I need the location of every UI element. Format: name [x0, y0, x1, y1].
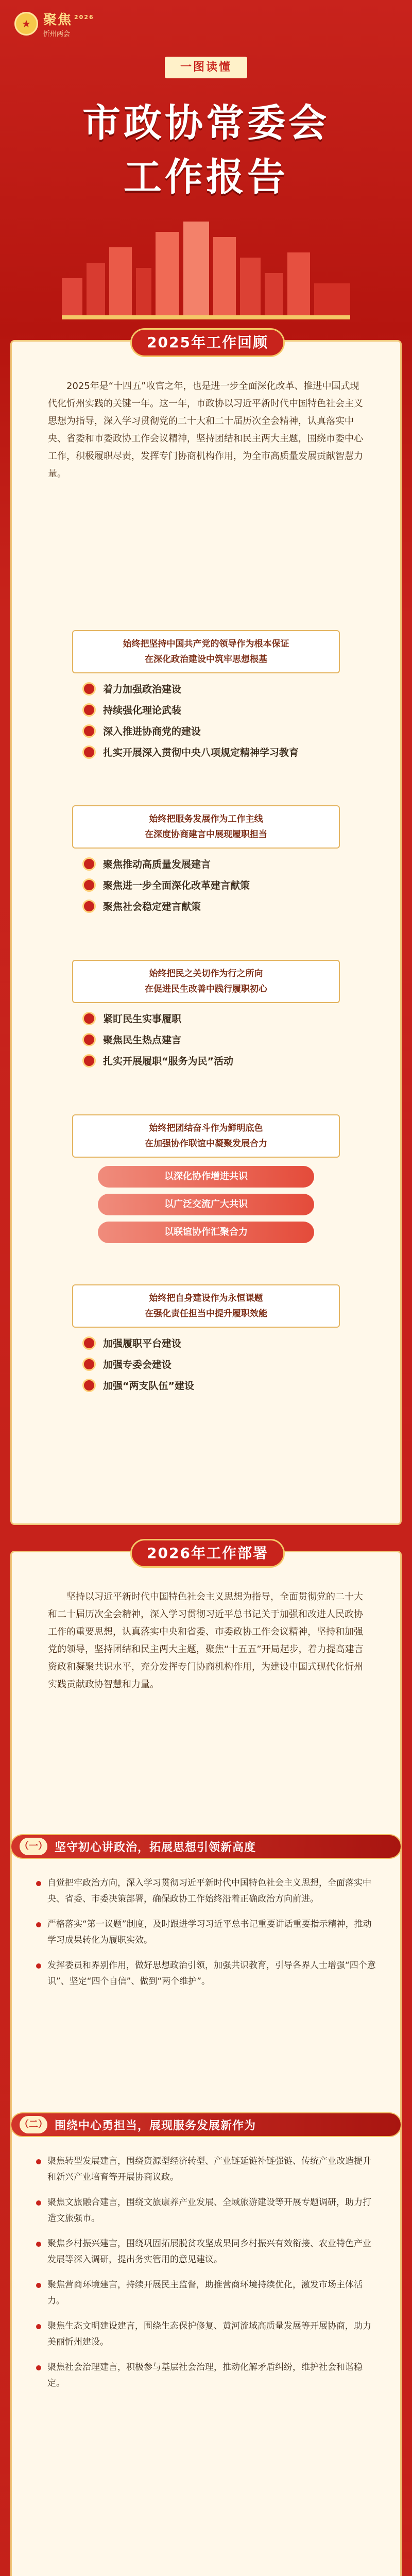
emblem-icon: ★ — [14, 12, 38, 36]
section-bar-2 — [10, 2112, 402, 2137]
section-label: 围绕中心勇担当，展现服务发展新作为 — [55, 2119, 256, 2132]
list-item — [82, 1032, 330, 1046]
item-text: 聚焦民生热点建言 — [103, 1035, 182, 1046]
list-item — [82, 682, 330, 696]
list-item — [82, 1054, 330, 1067]
highlight-pill: 以联谊协作汇聚合力 — [98, 1222, 314, 1243]
review-panel — [10, 334, 402, 1525]
bullet-icon — [82, 1033, 96, 1046]
section-paragraph: 聚焦转型发展建言，围绕资源型经济转型、产业链延链补链强链、传统产业改造提升和新兴产业培育等开展协商议政。 — [36, 2154, 376, 2185]
bullet-icon — [82, 1336, 96, 1350]
bullet-icon — [82, 1358, 96, 1371]
block-heading-text: 始终把自身建设作为永恒课题 在强化责任担当中提升履职效能 — [145, 1293, 267, 1319]
list-item — [82, 745, 330, 759]
block-heading-text: 始终把服务发展作为工作主线 在深度协商建言中展现履职担当 — [145, 814, 267, 840]
list-item — [82, 1011, 330, 1025]
section-paragraph: 自觉把牢政治方向，深入学习贯彻习近平新时代中国特色社会主义思想，全面落实中央、省委、市委决策部署，确保政协工作始终沿着正确政治方向前进。 — [36, 1875, 376, 1907]
block-heading — [72, 1284, 340, 1328]
read-tag: 一图读懂 — [165, 57, 247, 78]
review-block-3 — [12, 960, 400, 1075]
section-1-body — [36, 1875, 376, 1999]
highlight-pill: 以广泛交流广大共识 — [98, 1194, 314, 1215]
review-block-4 — [12, 1114, 400, 1249]
section-label: 坚守初心讲政治，拓展思想引领新高度 — [55, 1841, 256, 1854]
section-number: （二） — [20, 2116, 47, 2133]
section-paragraph: 聚焦社会治理建言，积极参与基层社会治理，推动化解矛盾纠纷，维护社会和谐稳定。 — [36, 2360, 376, 2392]
item-text: 扎实开展深入贯彻中央八项规定精神学习教育 — [103, 747, 299, 758]
bullet-icon — [82, 878, 96, 892]
block-heading-text: 始终把团结奋斗作为鲜明底色 在加强协作联谊中凝聚发展合力 — [145, 1123, 267, 1149]
block-heading — [72, 960, 340, 1003]
section-2-body — [36, 2154, 376, 2401]
block-heading-text: 始终把坚持中国共产党的领导作为根本保证 在深化政治建设中筑牢思想根基 — [123, 639, 289, 665]
bullet-icon — [82, 1054, 96, 1067]
brand-logo — [14, 9, 94, 38]
plan-intro: 坚持以习近平新时代中国特色社会主义思想为指导，全面贯彻党的二十大和二十届历次全会精神，深入学习贯彻习近平总书记关于加强和改进人民政协工作的重要思想，认真落实中央和省委、市委政协工作会议精神，坚持和加强党的领导，坚持团结和民主两大主题，聚焦“十五五”开局起步，着力提高建言资政和凝聚共识水平，充分发挥专门协商机构作用，为建设中国式现代化忻州实践贡献政协智慧和力量。 — [48, 1591, 364, 1690]
page-title-line1: 市政协常委会 — [82, 101, 330, 145]
logo-year: 2026 — [74, 14, 94, 21]
item-text: 加强专委会建设 — [103, 1359, 172, 1370]
section-paragraph: 聚焦文旅融合建言，围绕文旅康养产业发展、全域旅游建设等开展专题调研，助力打造文旅强市。 — [36, 2195, 376, 2227]
list-item — [82, 899, 330, 913]
bullet-icon — [82, 900, 96, 913]
plan-panel — [10, 1545, 402, 2576]
review-title: 2025年工作回顾 — [130, 328, 285, 357]
item-text: 深入推进协商党的建设 — [103, 726, 201, 737]
block-heading — [72, 1114, 340, 1158]
plan-title: 2026年工作部署 — [130, 1539, 285, 1568]
review-block-5 — [12, 1284, 400, 1399]
item-text: 扎实开展履职“服务为民”活动 — [103, 1056, 233, 1067]
review-block-1 — [12, 630, 400, 766]
bullet-icon — [82, 857, 96, 871]
list-item — [82, 878, 330, 892]
section-number: （一） — [20, 1838, 47, 1855]
hero-header — [0, 0, 412, 330]
list-item — [82, 1378, 330, 1392]
highlight-pill: 以深化协作增进共识 — [98, 1166, 314, 1188]
list-item — [82, 857, 330, 871]
list-item — [82, 1357, 330, 1371]
block-heading — [72, 630, 340, 673]
section-paragraph: 严格落实“第一议题”制度，及时跟进学习习近平总书记重要讲话重要指示精神，推动学习成果转化为履职实效。 — [36, 1917, 376, 1948]
list-item — [82, 724, 330, 738]
section-paragraph: 聚焦营商环境建言，持续开展民主监督，助推营商环境持续优化，激发市场主体活力。 — [36, 2277, 376, 2309]
item-text: 加强履职平台建设 — [103, 1338, 182, 1349]
bullet-icon — [82, 682, 96, 696]
item-text: 聚焦进一步全面深化改革建言献策 — [103, 880, 250, 891]
bullet-icon — [82, 1379, 96, 1392]
block-heading-text: 始终把民之关切作为行之所向 在促进民生改善中践行履职初心 — [145, 969, 267, 994]
section-paragraph: 发挥委员和界别作用，做好思想政治引领，加强共识教育，引导各界人士增强“四个意识”、坚定“四个自信”、做到“两个维护”。 — [36, 1958, 376, 1990]
review-block-2 — [12, 805, 400, 920]
item-text: 聚焦社会稳定建言献策 — [103, 901, 201, 912]
item-text: 持续强化理论武装 — [103, 705, 182, 716]
review-intro: 2025年是“十四五”收官之年，也是进一步全面深化改革、推进中国式现代化忻州实践的关键一年。这一年，市政协以习近平新时代中国特色社会主义思想为指导，深入学习贯彻党的二十大和二十届历次全会精神，认真落实中央、省委和市委政协工作会议精神，坚持团结和民主两大主题，围绕市委中心工作，积极履职尽责，发挥专门协商机构作用，为全市高质量发展贡献智慧力量。 — [48, 381, 363, 479]
city-skyline-illustration — [62, 216, 350, 319]
section-bar-1 — [10, 1834, 402, 1859]
list-item — [82, 703, 330, 717]
bullet-icon — [82, 745, 96, 759]
section-paragraph: 聚焦乡村振兴建言，围绕巩固拓展脱贫攻坚成果同乡村振兴有效衔接、农业特色产业发展等深入调研，提出务实管用的意见建议。 — [36, 2236, 376, 2268]
bullet-icon — [82, 703, 96, 717]
block-heading — [72, 805, 340, 849]
item-text: 紧盯民生实事履职 — [103, 1013, 182, 1025]
section-paragraph: 聚焦生态文明建设建言，围绕生态保护修复、黄河流域高质量发展等开展协商，助力美丽忻州建设。 — [36, 2318, 376, 2350]
item-text: 加强“两支队伍”建设 — [103, 1380, 194, 1392]
bullet-icon — [82, 1012, 96, 1025]
item-text: 着力加强政治建设 — [103, 684, 182, 695]
logo-subtitle: 忻州两会 — [43, 30, 71, 38]
list-item — [82, 1336, 330, 1350]
bullet-icon — [82, 724, 96, 738]
page-title-line2: 工作报告 — [124, 155, 288, 199]
item-text: 聚焦推动高质量发展建言 — [103, 859, 211, 870]
logo-title: 聚焦 — [43, 12, 73, 28]
